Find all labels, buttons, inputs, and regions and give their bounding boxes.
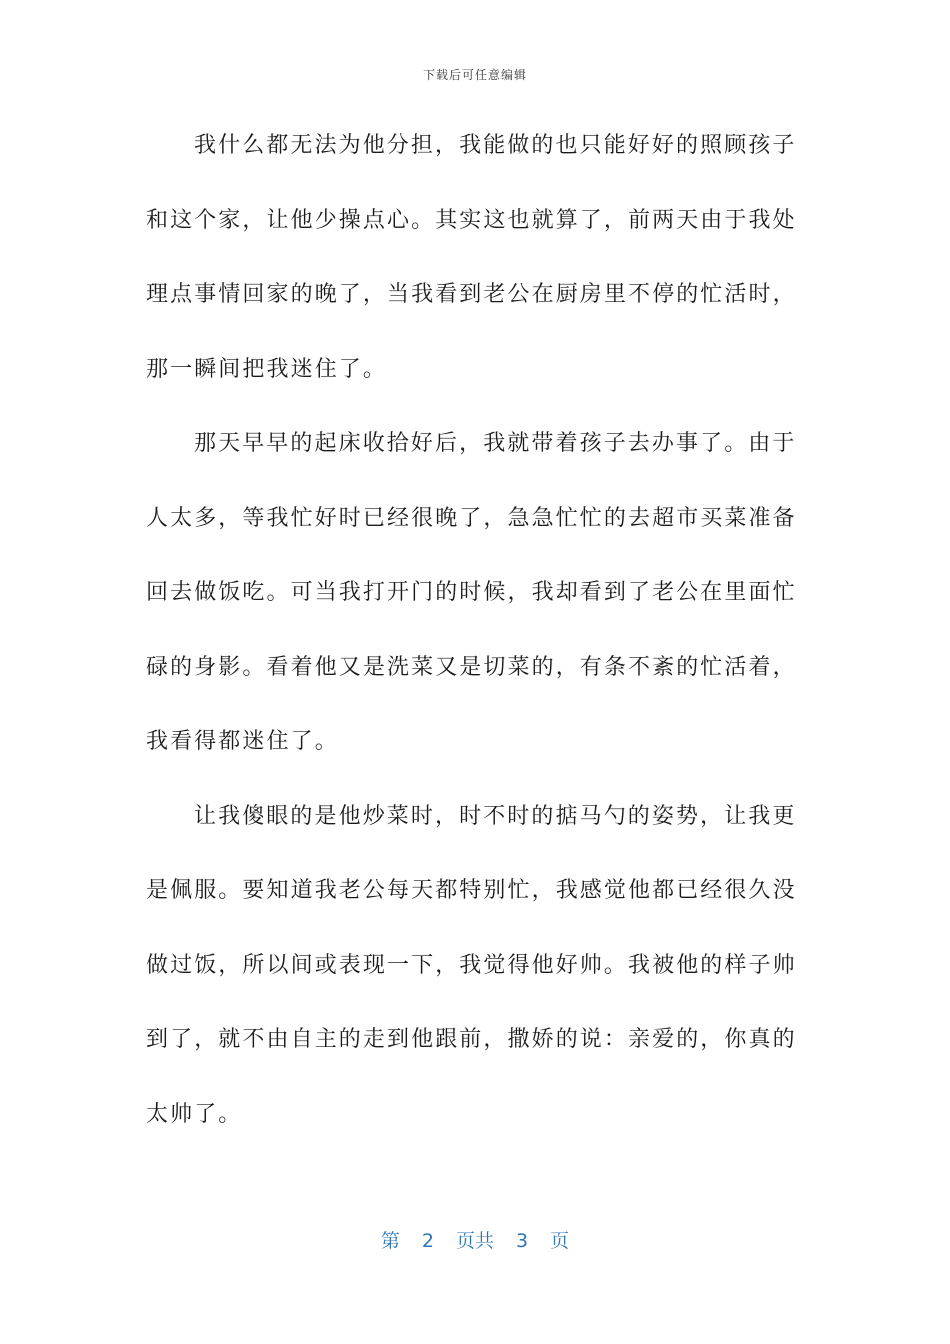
paragraph-3 [146, 795, 797, 1168]
text-line: 人太多，等我忙好时已经很晚了，急急忙忙的去超市买菜准备 [146, 505, 797, 531]
text-line: 是佩服。要知道我老公每天都特别忙，我感觉他都已经很久没 [146, 878, 797, 903]
text-line: 那天早早的起床收拾好后，我就带着孩子去办事了。由于 [194, 431, 797, 456]
text-line: 理点事情回家的晚了，当我看到老公在厨房里不停的忙活时， [146, 282, 797, 307]
page-prefix: 第 [380, 1230, 400, 1252]
page-header: 下载后可任意编辑 [422, 68, 527, 82]
text-line: 碌的身影。看着他又是洗菜又是切菜的，有条不紊的忙活着， [146, 654, 797, 680]
text-line: 到了，就不由自主的走到他跟前，撒娇的说：亲爱的，你真的 [146, 1027, 797, 1052]
text-line: 我看得都迷住了。 [146, 729, 339, 754]
text-line: 那一瞬间把我迷住了。 [146, 356, 388, 382]
document-body [146, 124, 797, 1167]
text-line: 我什么都无法为他分担，我能做的也只能好好的照顾孩子 [194, 133, 797, 158]
text-line: 让我傻眼的是他炒菜时，时不时的掂马勺的姿势，让我更 [194, 803, 797, 829]
page-footer [0, 1226, 950, 1253]
paragraph-2 [146, 422, 797, 795]
paragraph-1 [146, 124, 797, 422]
text-line: 做过饭，所以间或表现一下，我觉得他好帅。我被他的样子帅 [146, 952, 797, 978]
text-line: 回去做饭吃。可当我打开门的时候，我却看到了老公在里面忙 [146, 580, 797, 605]
page-middle: 页共 [455, 1230, 494, 1252]
total-pages-number: 3 [516, 1230, 529, 1252]
page-suffix: 页 [550, 1230, 570, 1252]
text-line: 和这个家，让他少操点心。其实这也就算了，前两天由于我处 [146, 207, 797, 233]
text-line: 太帅了。 [146, 1101, 243, 1127]
current-page-number: 2 [421, 1230, 434, 1252]
